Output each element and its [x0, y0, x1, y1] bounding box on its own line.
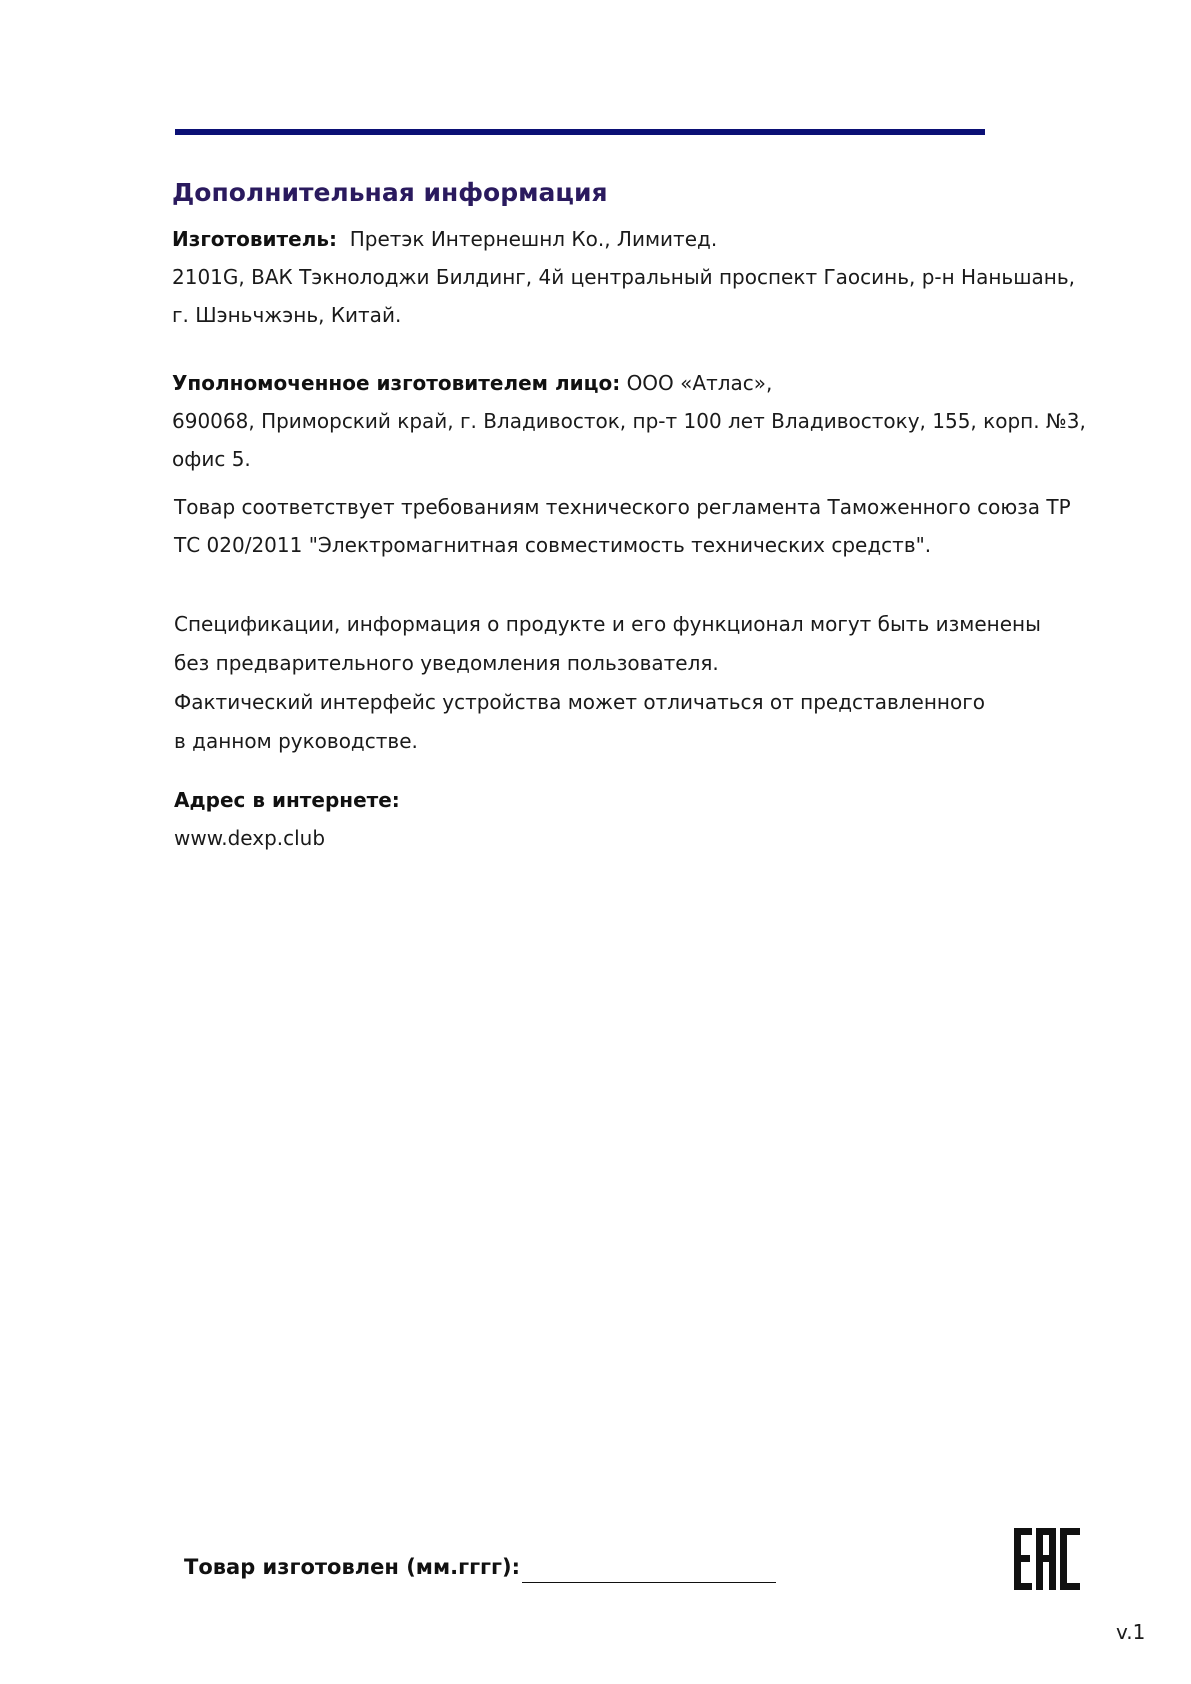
authorized-address-2: офис 5. [172, 447, 251, 471]
version-label: v.1 [1116, 1620, 1146, 1644]
manufacturer-address-2: г. Шэньчжэнь, Китай. [172, 303, 402, 327]
web-label [174, 787, 400, 813]
web-label-text: Адрес в интернете: [174, 788, 400, 812]
manufacture-date-blank [522, 1582, 776, 1583]
notice-line-1: Спецификации, информация о продукте и его функционал могут быть изменены [174, 612, 1041, 636]
notice-line-4: в данном руководстве. [174, 729, 418, 753]
manufacturer-line [172, 226, 717, 252]
compliance-line-2: ТС 020/2011 "Электромагнитная совместимость технических средств". [174, 533, 932, 557]
authorized-address-1: 690068, Приморский край, г. Владивосток, пр-т 100 лет Владивостоку, 155, корп. №3, [172, 409, 1086, 433]
top-divider [175, 129, 985, 135]
eac-mark-icon [1014, 1528, 1080, 1590]
compliance-line-1: Товар соответствует требованиям технического регламента Таможенного союза ТР [174, 495, 1071, 519]
notice-line-2: без предварительного уведомления пользователя. [174, 651, 719, 675]
manufacturer-label: Изготовитель: [172, 227, 337, 251]
notice-line-3: Фактический интерфейс устройства может отличаться от представленного [174, 690, 985, 714]
manufacture-date-label: Товар изготовлен (мм.гггг): [184, 1555, 520, 1579]
manufacturer-name: Претэк Интернешнл Ко., Лимитед. [349, 227, 718, 251]
page-title: Дополнительная информация [172, 178, 608, 207]
authorized-label: Уполномоченное изготовителем лицо: [172, 371, 621, 395]
manufacturer-address-1: 2101G, ВАК Тэкнолоджи Билдинг, 4й центральный проспект Гаосинь, р-н Наньшань, [172, 265, 1075, 289]
web-url: www.dexp.club [174, 826, 326, 850]
authorized-name: ООО «Атлас», [626, 371, 773, 395]
authorized-line [172, 370, 772, 396]
